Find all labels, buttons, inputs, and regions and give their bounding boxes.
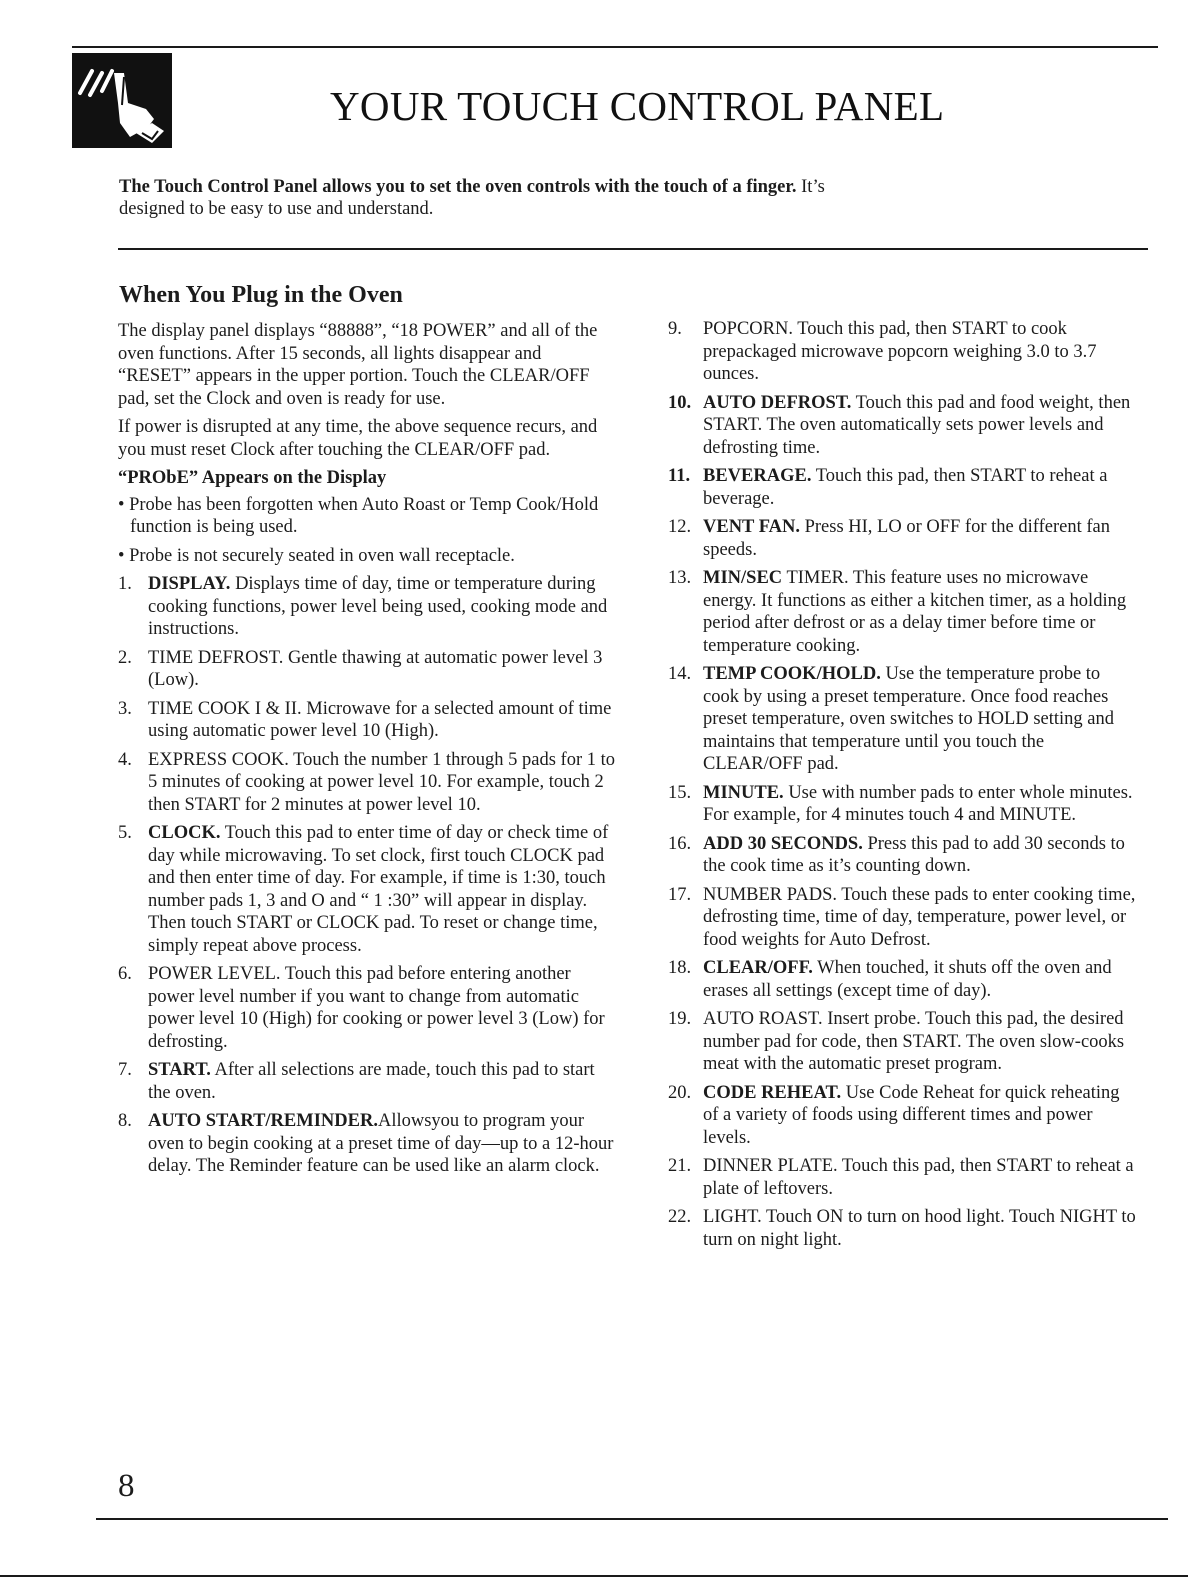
section-heading: When You Plug in the Oven [119, 282, 403, 308]
control-item-14 [668, 663, 1138, 776]
item-number: 3. [118, 698, 132, 719]
item-text: Displays time of day, time or temperature during cooking functions, power level being used, cooking mode and instructions. [148, 574, 608, 639]
item-number: 19. [668, 1009, 692, 1029]
item-number: 6. [118, 964, 132, 984]
item-number: 8. [118, 1111, 132, 1131]
control-item-11 [668, 465, 1138, 510]
item-number: 17. [668, 884, 692, 905]
left-column [118, 320, 618, 1184]
item-text: POPCORN. Touch this pad, then START to cook prepackaged microwave popcorn weighing 3.0 to 3.7 ounces. [703, 319, 1097, 384]
hand-pressing-button-icon [72, 53, 172, 148]
probe-bullet: • Probe is not securely seated in oven wall receptacle. [118, 545, 515, 566]
control-item-19 [668, 1008, 1138, 1076]
page-number: 8 [118, 1468, 135, 1504]
item-text: Use the temperature probe to cook by using a preset temperature. Once food reaches preset temperature, oven switches to HOLD setting and maintains that temperature until you touch the CLEAR/OFF pad. [703, 664, 1114, 774]
intro-rule [118, 248, 1148, 250]
plug-paragraph-2: If power is disrupted at any time, the above sequence recurs, and you must reset Clock after touching the CLEAR/OFF pad. [118, 417, 598, 460]
item-number: 1. [118, 574, 132, 594]
item-bold-label: MIN/SEC [703, 568, 783, 588]
control-item-7 [118, 1059, 618, 1104]
item-number: 14. [668, 664, 692, 684]
item-text: AUTO ROAST. Insert probe. Touch this pad, the desired number pad for code, then START. The oven slow-cooks meat with the automatic preset program. [703, 1009, 1125, 1074]
bullet-text: Probe is not securely seated in oven wall receptacle. [129, 545, 515, 566]
item-text: TIMER. This feature uses no microwave energy. It functions as either a kitchen timer, as a holding period after defrost or as a delay timer before time or temperature cooking. [703, 568, 1127, 656]
item-bold-label: ADD 30 SECONDS. [703, 833, 863, 854]
footer-rule [96, 1518, 1168, 1520]
control-item-9 [668, 318, 1138, 386]
item-number: 4. [118, 749, 132, 770]
header-rule [72, 46, 1158, 48]
item-number: 16. [668, 833, 692, 854]
item-number: 5. [118, 823, 132, 843]
item-text: Use with number pads to enter whole minutes. For example, for 4 minutes touch 4 and MINUTE. [703, 782, 1133, 825]
item-bold-label: DISPLAY. [148, 574, 231, 594]
item-bold-label: CODE REHEAT. [703, 1082, 842, 1103]
control-item-5 [118, 822, 618, 957]
item-number: 20. [668, 1082, 692, 1103]
control-item-1 [118, 573, 618, 641]
item-number: 12. [668, 517, 692, 537]
item-text: POWER LEVEL. Touch this pad before entering another power level number if you want to change from automatic power level 10 (High) for cooking or power level 3 (Low) for defrosting. [148, 964, 605, 1052]
item-text: TIME COOK I & II. Microwave for a selected amount of time using automatic power level 10 (High). [148, 698, 612, 741]
item-number: 10. [668, 392, 692, 413]
page-title: YOUR TOUCH CONTROL PANEL [330, 83, 945, 129]
bullet-text: Probe has been forgotten when Auto Roast or Temp Cook/Hold function is being used. [129, 494, 599, 537]
item-number: 13. [668, 568, 692, 588]
item-bold-label: AUTO START/REMINDER. [148, 1111, 378, 1131]
right-column [668, 318, 1138, 1257]
item-text: Touch this pad, then START to reheat a beverage. [703, 466, 1108, 509]
item-number: 15. [668, 782, 692, 803]
item-text: Press this pad to add 30 seconds to the cook time as it’s counting down. [703, 833, 1125, 876]
item-text: Press HI, LO or OFF for the different fan speeds. [703, 517, 1110, 560]
item-number: 11. [668, 466, 691, 486]
item-text: When touched, it shuts off the oven and erases all settings (except time of day). [703, 958, 1112, 1001]
item-text: TIME DEFROST. Gentle thawing at automatic power level 3 (Low). [148, 647, 603, 690]
control-item-18 [668, 957, 1138, 1002]
probe-bullet: • Probe has been forgotten when Auto Roast or Temp Cook/Hold function is being used. [118, 494, 599, 537]
item-number: 22. [668, 1207, 692, 1227]
control-item-22 [668, 1206, 1138, 1251]
item-bold-label: BEVERAGE. [703, 466, 812, 486]
item-text: LIGHT. Touch ON to turn on hood light. Touch NIGHT to turn on night light. [703, 1207, 1136, 1250]
item-text: DINNER PLATE. Touch this pad, then START to reheat a plate of leftovers. [703, 1156, 1134, 1199]
control-item-16 [668, 833, 1138, 878]
item-bold-label: VENT FAN. [703, 517, 800, 537]
plug-paragraph-1: The display panel displays “88888”, “18 POWER” and all of the oven functions. After 15 seconds, all lights disappear and “RESET” appears in the upper portion. Touch the CLEAR/OFF pad, set the Clock and oven is ready for use. [118, 321, 598, 409]
item-text: Allowsyou to program your oven to begin cooking at a preset time of day—up to a 12-hour delay. The Reminder feature can be used like an alarm clock. [148, 1111, 614, 1176]
control-item-12 [668, 516, 1138, 561]
item-bold-label: TEMP COOK/HOLD. [703, 664, 881, 684]
control-item-2 [118, 647, 618, 692]
intro-bold: The Touch Control Panel allows you to set the oven controls with the touch of a finger. [119, 177, 797, 197]
intro-normal: It’s designed to be easy to use and understand. [119, 177, 825, 219]
item-text: Touch this pad to enter time of day or check time of day while microwaving. To set clock, first touch CLOCK pad and then enter time of day. For example, if time is 1:30, touch number pads 1, 3 and O and “ 1 :30” will appear in display. Then touch START or CLOCK pad. To reset or change time, simply repeat above process. [148, 823, 609, 956]
intro-paragraph [119, 176, 839, 220]
item-bold-label: AUTO DEFROST. [703, 392, 852, 413]
item-text: After all selections are made, touch this pad to start the oven. [148, 1060, 595, 1103]
item-bold-label: MINUTE. [703, 782, 784, 803]
control-item-6 [118, 963, 618, 1053]
control-item-21 [668, 1155, 1138, 1200]
item-text: EXPRESS COOK. Touch the number 1 through 5 pads for 1 to 5 minutes of cooking at power level 10. For example, touch 2 then START for 2 minutes at power level 10. [148, 749, 616, 815]
control-item-8 [118, 1110, 618, 1178]
item-bold-label: CLEAR/OFF. [703, 958, 813, 978]
item-text: NUMBER PADS. Touch these pads to enter cooking time, defrosting time, time of day, temperature, power level, or food weights for Auto Defrost. [703, 884, 1136, 950]
control-item-17 [668, 884, 1138, 952]
control-item-3 [118, 698, 618, 743]
item-number: 9. [668, 319, 682, 339]
item-bold-label: CLOCK. [148, 823, 221, 843]
item-number: 21. [668, 1156, 692, 1176]
control-item-10 [668, 392, 1138, 460]
probe-subheading: “PRObE” Appears on the Display [118, 468, 387, 488]
item-number: 18. [668, 958, 692, 978]
control-item-15 [668, 782, 1138, 827]
item-text: Touch this pad and food weight, then START. The oven automatically sets power levels and defrosting time. [703, 392, 1131, 458]
item-text: Use Code Reheat for quick reheating of a variety of foods using different times and power levels. [703, 1082, 1120, 1148]
control-item-13 [668, 567, 1138, 657]
bottom-edge-rule [0, 1575, 1188, 1577]
item-bold-label: START. [148, 1060, 211, 1080]
control-item-4 [118, 749, 618, 817]
item-number: 7. [118, 1060, 132, 1080]
item-number: 2. [118, 647, 132, 668]
control-item-20 [668, 1082, 1138, 1150]
